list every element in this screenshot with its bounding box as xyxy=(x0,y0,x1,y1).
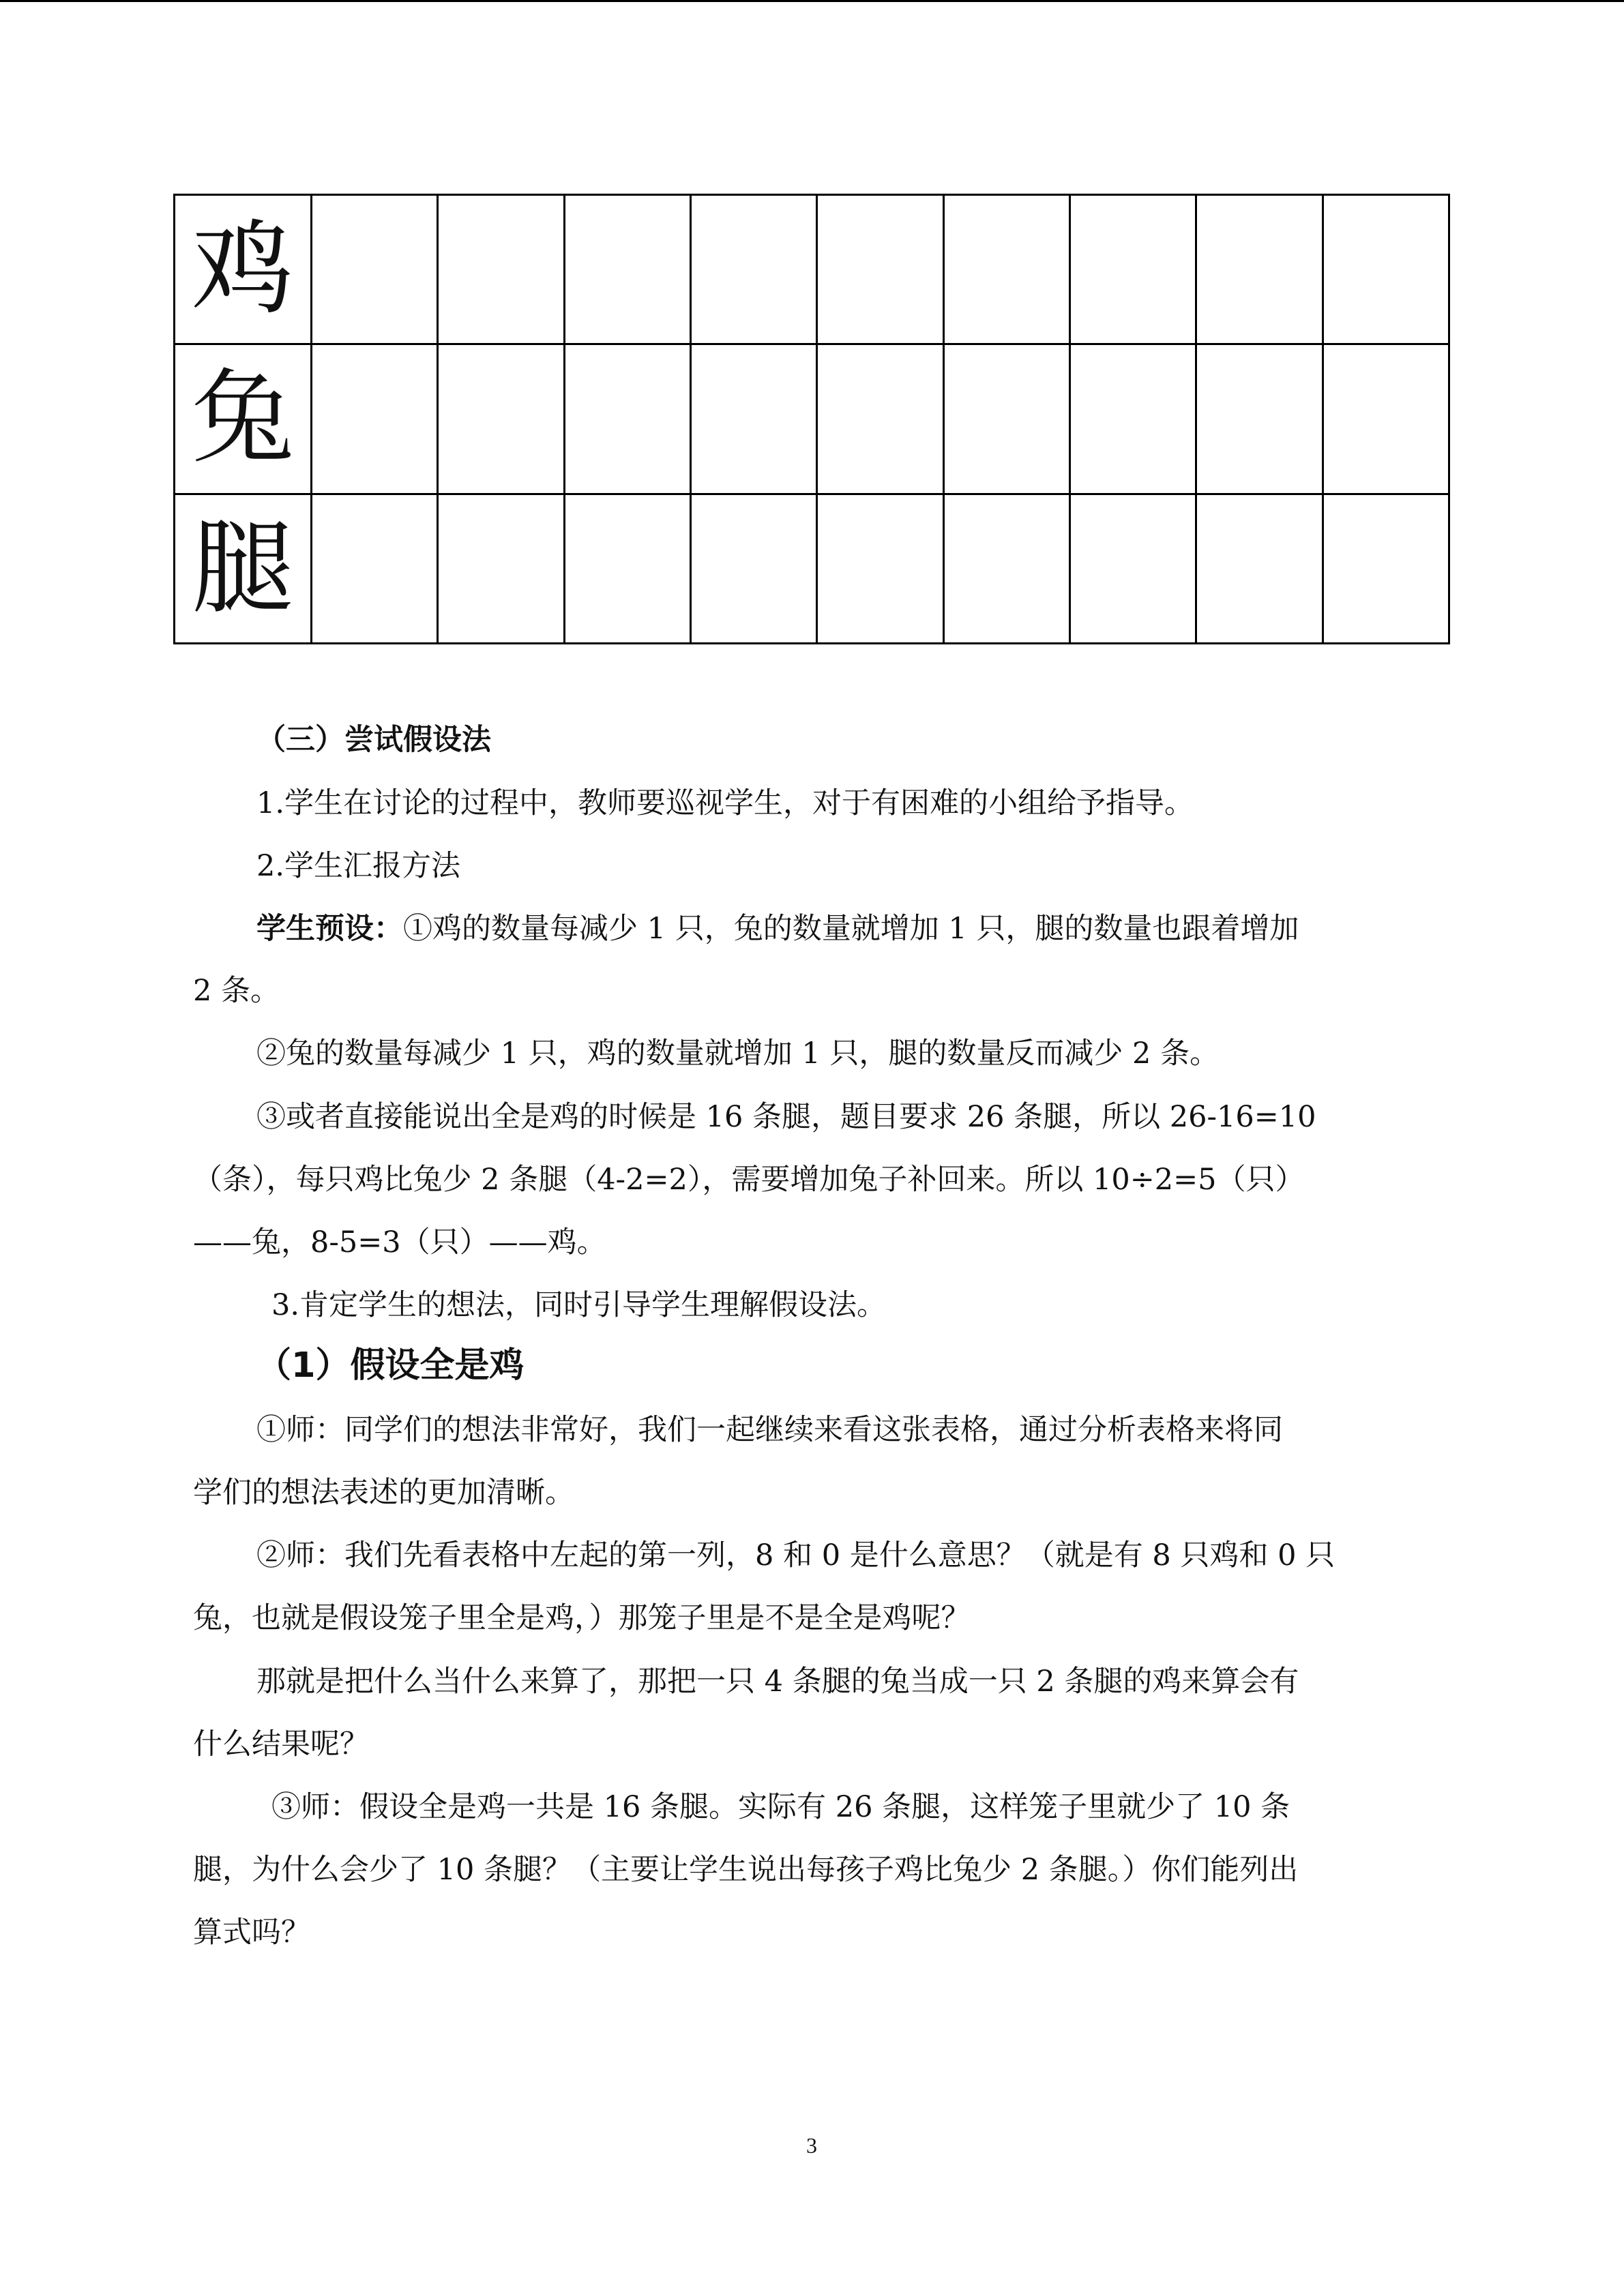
paragraph-3-line-1 xyxy=(256,908,1299,949)
paragraph-3-text: ①鸡的数量每减少 1 只，兔的数量就增加 1 只，腿的数量也跟着增加 xyxy=(403,912,1299,946)
row-label-rabbit: 兔 xyxy=(175,344,312,494)
paragraph-8-line-1: ②师：我们先看表格中左起的第一列，8 和 0 是什么意思？（就是有 8 只鸡和 0 只 xyxy=(256,1538,1335,1572)
paragraph-10-line-1: ③师：假设全是鸡一共是 16 条腿。实际有 26 条腿，这样笼子里就少了 10 条 xyxy=(271,1790,1290,1824)
paragraph-7-line-2: 学们的想法表述的更加清晰。 xyxy=(193,1476,574,1510)
paragraph-2: 2.学生汇报方法 xyxy=(256,849,461,883)
paragraph-10-line-3: 算式吗？ xyxy=(193,1915,310,1950)
page-number: 3 xyxy=(806,2133,817,2158)
paragraph-10-line-2: 腿，为什么会少了 10 条腿？（主要让学生说出每孩子鸡比兔少 2 条腿。）你们能列出 xyxy=(193,1853,1299,1887)
paragraph-6: 3.肯定学生的想法，同时引导学生理解假设法。 xyxy=(271,1288,887,1322)
paragraph-5-line-2: （条），每只鸡比兔少 2 条腿（4-2=2），需要增加兔子补回来。所以 10÷2=5（只） xyxy=(193,1163,1305,1197)
paragraph-9-line-2: 什么结果呢？ xyxy=(193,1727,369,1761)
row-label-legs: 腿 xyxy=(175,494,312,643)
student-preset-label: 学生预设： xyxy=(256,912,403,946)
paragraph-5-line-1: ③或者直接能说出全是鸡的时候是 16 条腿，题目要求 26 条腿，所以 26-16=10 xyxy=(256,1100,1316,1134)
paragraph-4: ②兔的数量每减少 1 只，鸡的数量就增加 1 只，腿的数量反而减少 2 条。 xyxy=(256,1037,1220,1071)
row-label-chicken: 鸡 xyxy=(175,195,312,344)
paragraph-3-line-2: 2 条。 xyxy=(193,974,280,1008)
subheading: （1）假设全是鸡 xyxy=(256,1345,525,1386)
section-heading: （三）尝试假设法 xyxy=(256,723,491,757)
paragraph-7-line-1: ①师：同学们的想法非常好，我们一起继续来看这张表格，通过分析表格来将同 xyxy=(256,1413,1283,1447)
paragraph-1: 1.学生在讨论的过程中，教师要巡视学生，对于有困难的小组给予指导。 xyxy=(256,786,1194,820)
paragraph-5-line-3: ——兔，8-5=3（只）——鸡。 xyxy=(193,1225,606,1259)
paragraph-9-line-1: 那就是把什么当什么来算了，那把一只 4 条腿的兔当成一只 2 条腿的鸡来算会有 xyxy=(256,1665,1299,1699)
paragraph-8-line-2: 兔，也就是假设笼子里全是鸡，）那笼子里是不是全是鸡呢？ xyxy=(193,1601,971,1635)
